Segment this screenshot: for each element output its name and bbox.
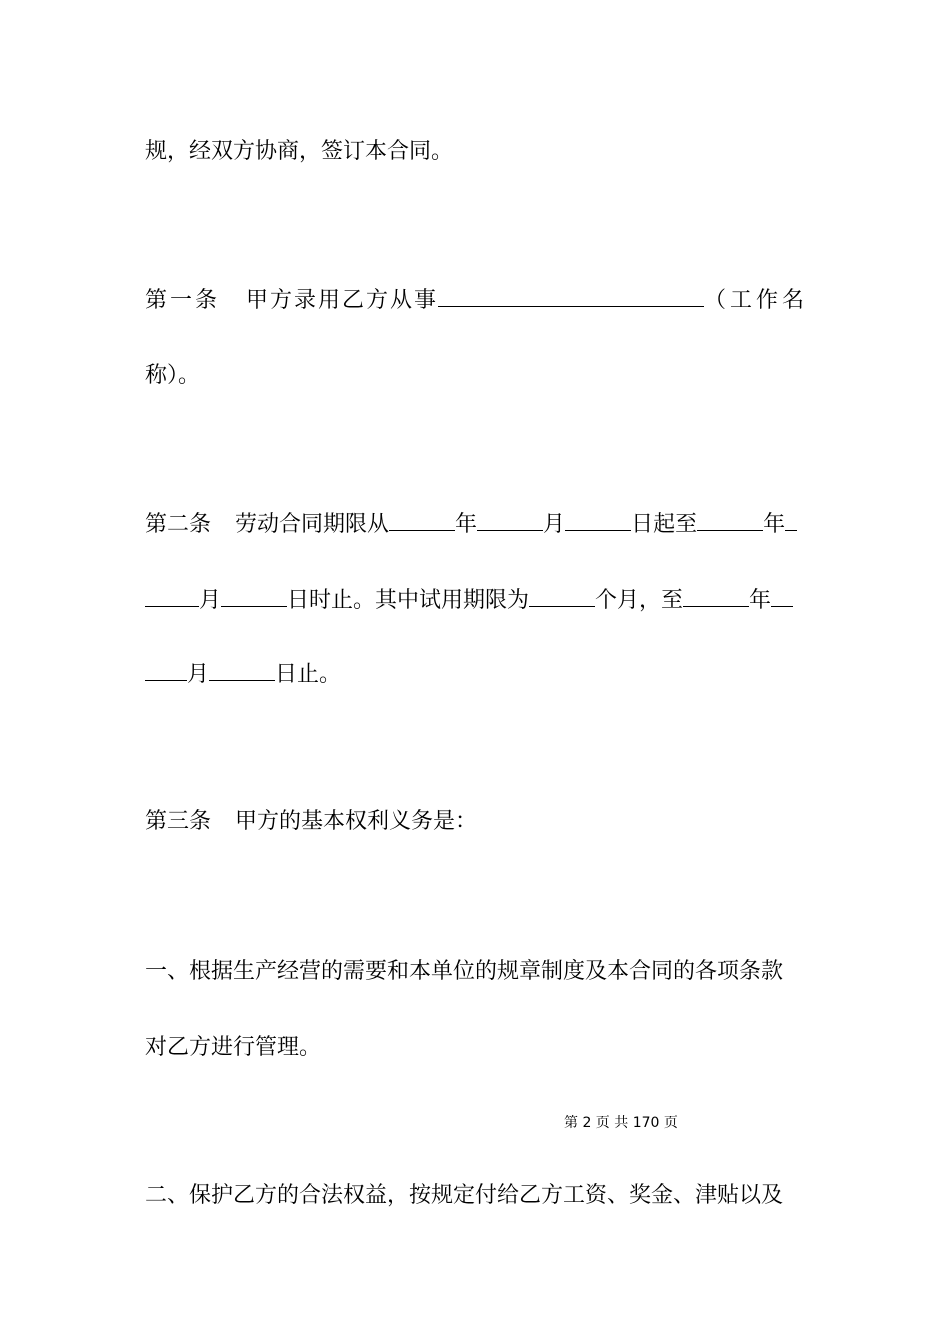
article-1-line [145,286,808,315]
article-2-line [145,660,341,689]
list-item-2 [145,1182,783,1210]
date-blank [209,660,275,681]
article-text: 日时止。其中试用期限为 [287,588,530,613]
list-item-1 [145,958,783,986]
article-heading: 第三条 [145,809,212,834]
date-blank [145,660,187,681]
article-text: 劳动合同期限从 [235,512,390,537]
date-blank [389,510,455,531]
article-heading: 第二条 [145,512,212,537]
paragraph-line [145,138,453,166]
page-number-footer [564,1114,678,1132]
text: 对乙方进行管理。 [145,1035,322,1060]
article-text: 甲方录用乙方从事 [246,288,439,313]
date-blank [785,510,797,531]
list-item-1-cont [145,1034,321,1062]
unit-year: 年 [763,512,786,537]
paragraph-line [145,362,200,390]
text: 二、保护乙方的合法权益，按规定付给乙方工资、奖金、津贴以及 [145,1183,784,1208]
text: 称）。 [145,363,201,388]
date-blank [145,586,199,607]
text: 规，经双方协商，签订本合同。 [145,139,454,164]
date-blank [683,586,749,607]
date-blank [697,510,763,531]
article-2-line [145,510,797,539]
date-blank [477,510,543,531]
article-text: 个月，至 [595,588,684,613]
date-blank [771,586,793,607]
article-text: （工作名 [704,288,809,313]
article-text: 甲方的基本权利义务是： [235,809,478,834]
date-blank [565,510,631,531]
page-number: 第 2 页 共 170 页 [564,1115,678,1131]
unit-year: 年 [749,588,772,613]
article-3-line [145,808,477,836]
text: 一、根据生产经营的需要和本单位的规章制度及本合同的各项条款 [145,959,784,984]
unit-month: 月 [543,512,566,537]
date-blank [221,586,287,607]
article-text: 日止。 [275,662,342,687]
article-text: 日起至 [631,512,698,537]
unit-month: 月 [199,588,222,613]
unit-year: 年 [455,512,478,537]
job-title-blank [438,286,704,307]
article-2-line [145,586,793,615]
date-blank [529,586,595,607]
article-heading: 第一条 [145,288,221,313]
unit-month: 月 [187,662,210,687]
